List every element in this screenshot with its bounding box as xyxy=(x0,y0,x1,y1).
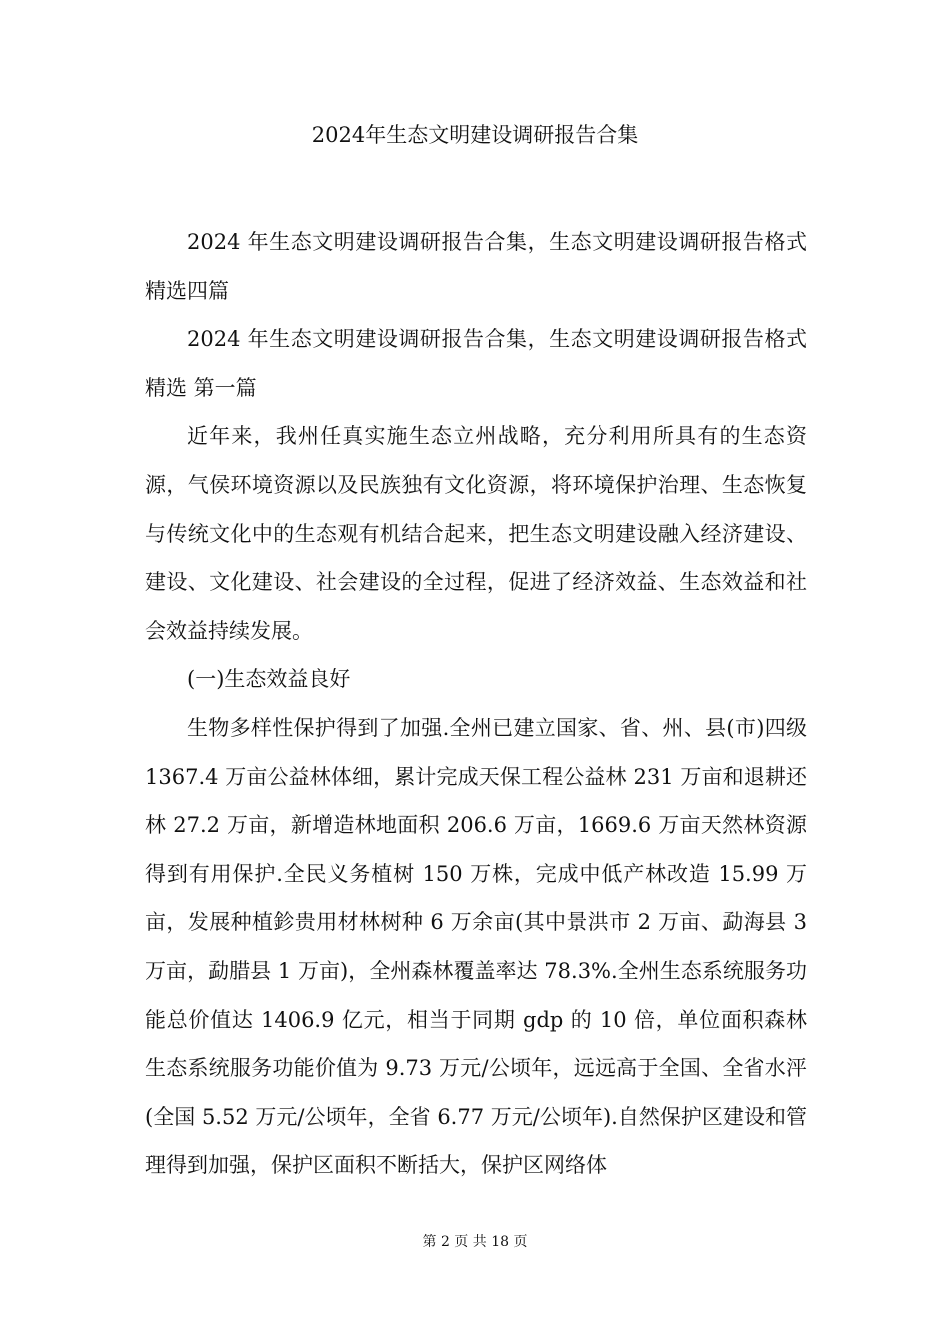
document-title: 2024年生态文明建设调研报告合集 xyxy=(311,123,639,147)
paragraph-intro: 2024 年生态文明建设调研报告合集，生态文明建设调研报告格式精选四篇 xyxy=(145,230,807,303)
page-number-footer: 第 2 页 共 18 页 xyxy=(422,1234,528,1250)
document-body xyxy=(145,218,807,1190)
paragraph-subheading: (一)生态效益良好 xyxy=(187,667,351,692)
paragraph-overview: 近年来，我州任真实施生态立州战略，充分利用所具有的生态资源，气侯环境资源以及民族独有文化资源，将环境保护治理、生态恢复与传统文化中的生态观有机结合起来，把生态文明建设融入经济建设、建设、文化建设、社会建设的全过程，促进了经济效益、生态效益和社会效益持续发展。 xyxy=(145,424,807,643)
paragraph-section-heading: 2024 年生态文明建设调研报告合集，生态文明建设调研报告格式精选 第一篇 xyxy=(145,327,807,400)
paragraph-biodiversity: 生物多样性保护得到了加强.全州已建立国家、省、州、县(市)四级 1367.4 万亩公益林体细，累计完成天保工程公益林 231 万亩和退耕还林 27.2 万亩，新增造林地面积 206.6 万亩，1669.6 万亩天然林资源得到有用保护.全民义务植树 150 万株，完成中低产林改造 15.99 万亩，发展种植鉁贵用材林树种 6 万余亩(其中景洪市 2 万亩、勐海县 3 万亩，勐腊县 1 万亩)，全州森林覆盖率达 78.3%.全州生态系统服务功能总价值达 1406.9 亿元，相当于同期 gdp 的 10 倍，单位面积森林生态系统服务功能价值为 9.73 万元/公顷年，远远高于全国、全省水泙(全国 5.52 万元/公顷年，全省 6.77 万元/公顷年).自然保护区建设和管理得到加强，保护区面积不断括大，保护区网络体 xyxy=(145,715,807,1178)
